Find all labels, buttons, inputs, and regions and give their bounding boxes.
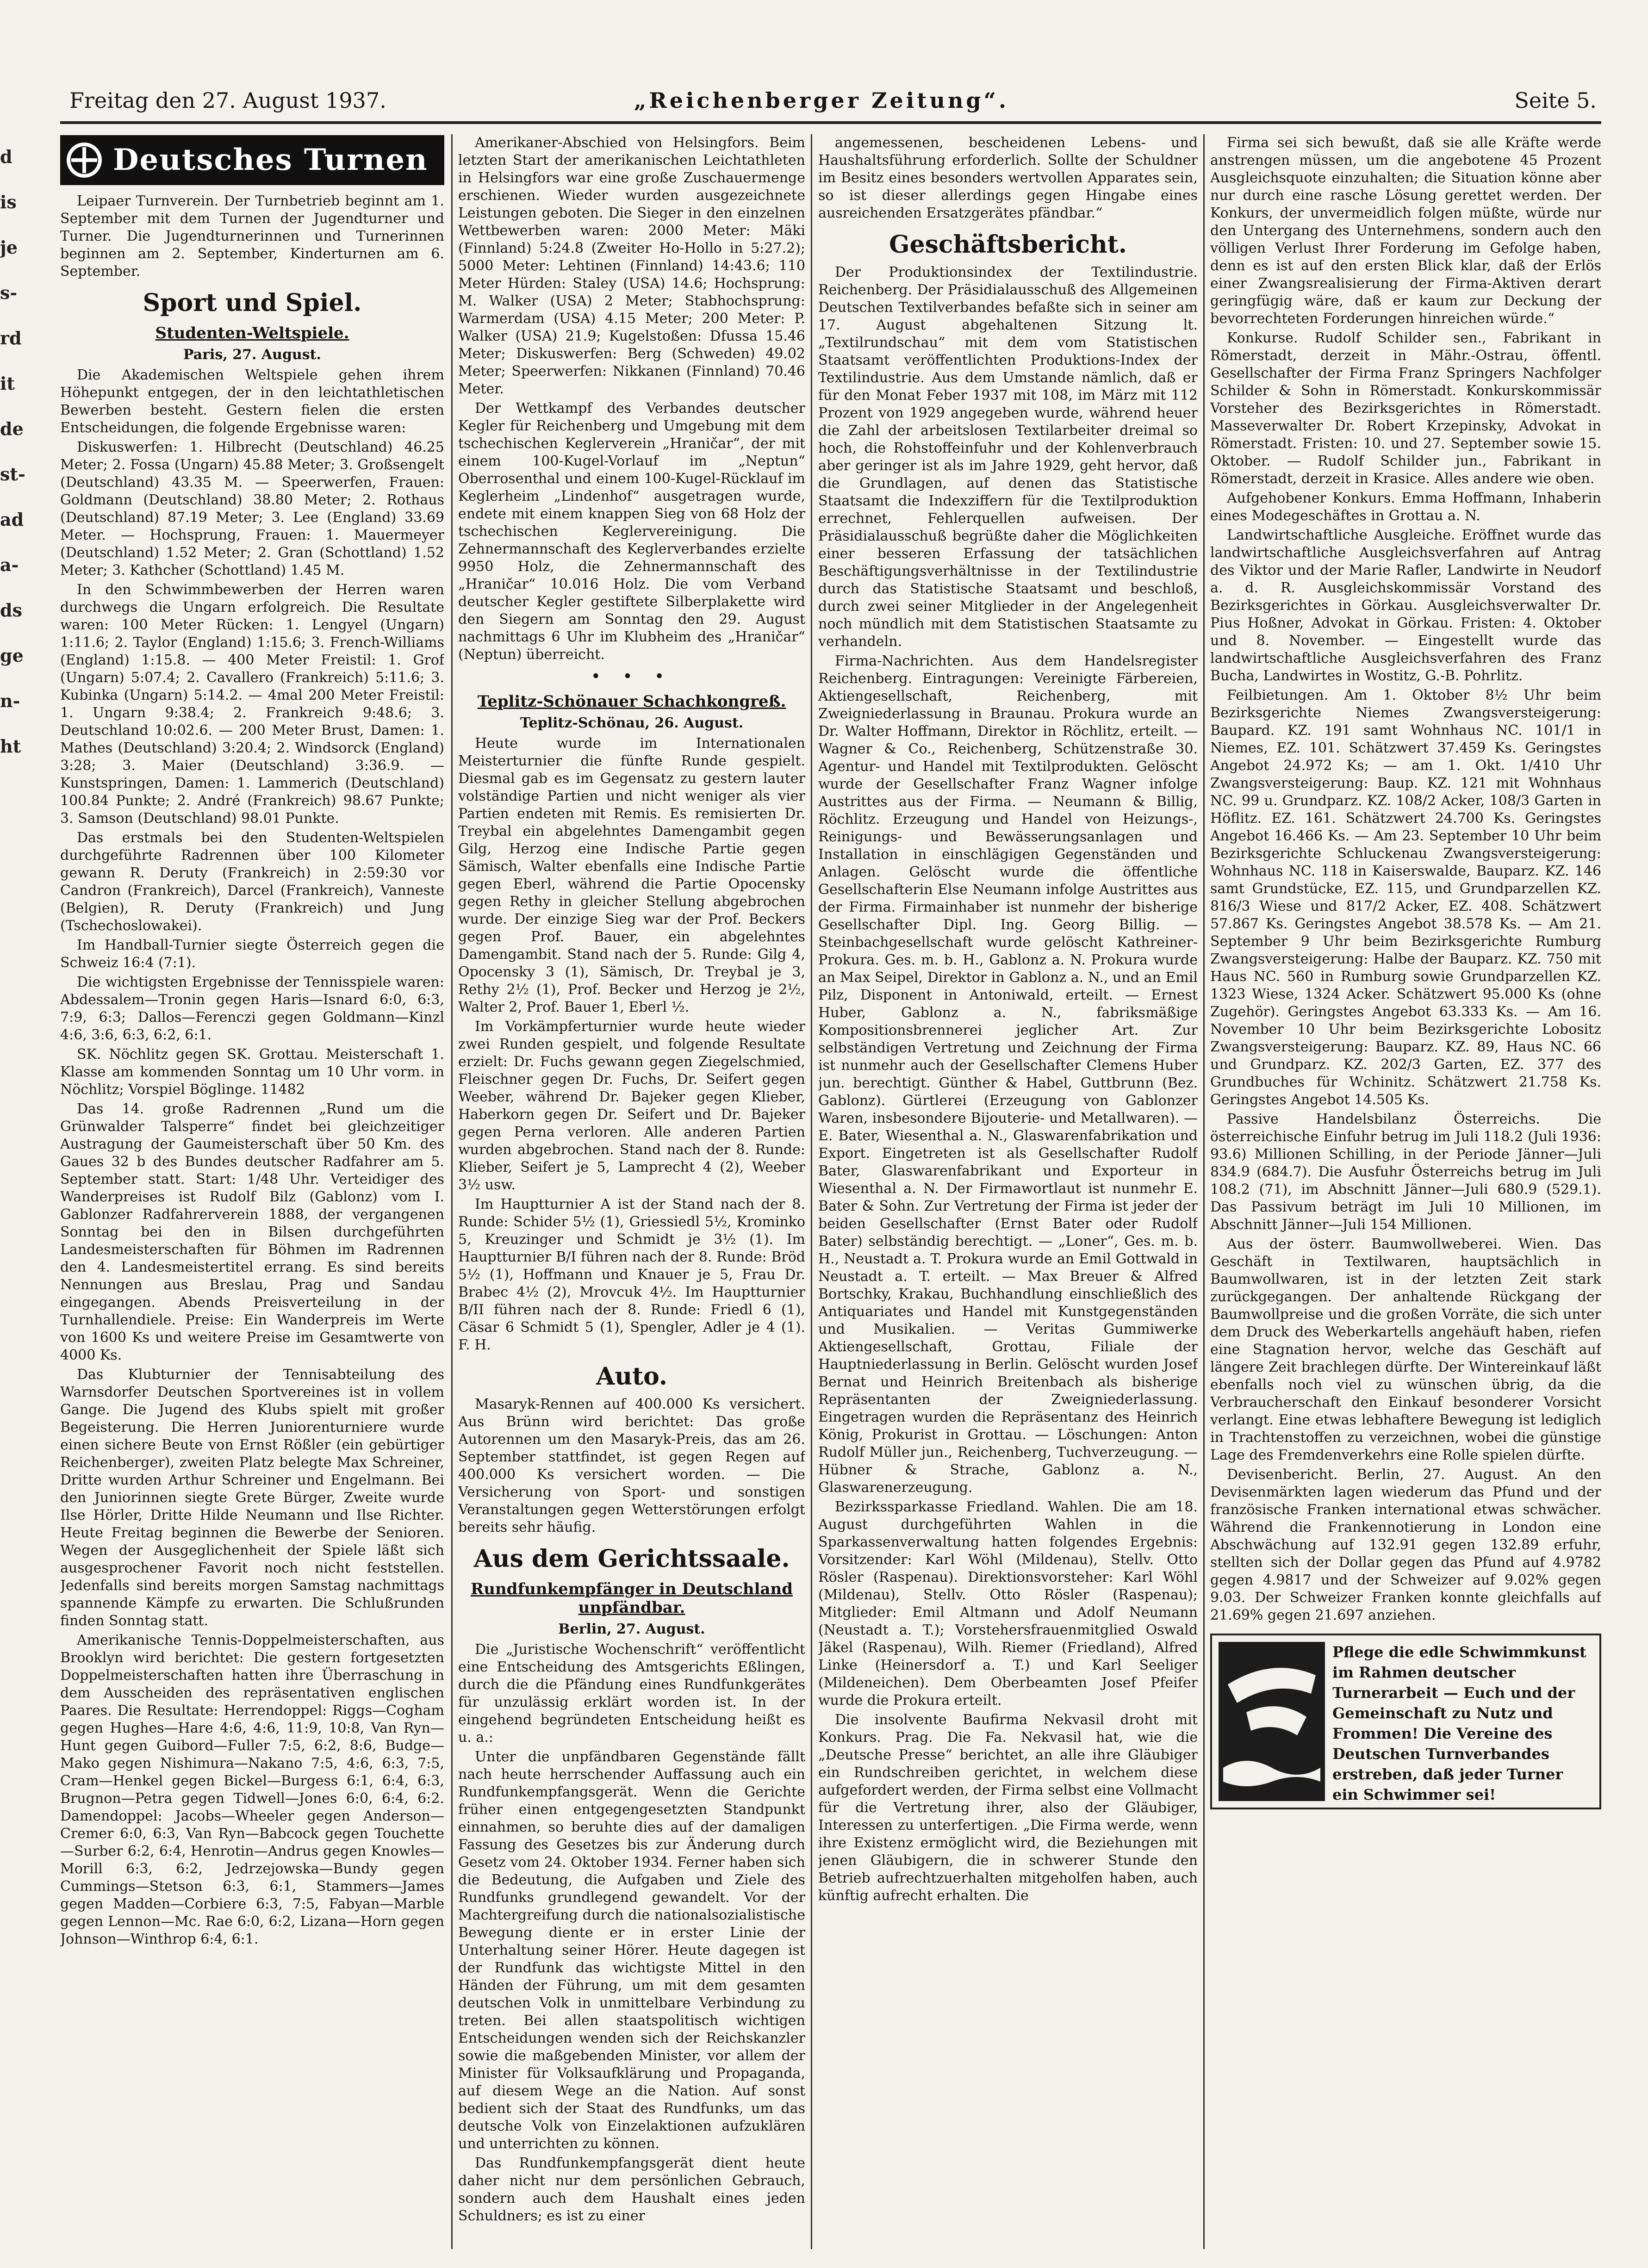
article-paragraph: Die wichtigsten Ergebnisse der Tennisspiele waren: Abdessalem—Tronin gegen Haris—Isnard 6:0, 6:3, 7:9, 6:3; Dallos—Ferenczi gegen Goldmann—Kinzl 4:6, 3:6, 6:3, 6:2, 6:1. — [60, 974, 444, 1043]
article-paragraph: Der Wettkampf des Verbandes deutscher Kegler für Reichenberg und Umgebung mit dem tschechischen Keglerverein „Hraničar“, der mit einem 100-Kugel-Vorlauf im „Neptun“ Oberrosenthal und einem 100-Kugel-Rücklauf im Keglerheim „Lindenhof“ ausgetragen wurde, endete mit einem knappen Sieg von 68 Holz der tschechischen Keglervereinigung. Die Zehnermannschaft des Keglerverbandes erzielte 9950 Holz, die Zehnermannschaft des „Hraničar“ 10.016 Holz. Die vom Verband deutscher Kegler gestiftete Silberplakette wird den Siegern am Sonntag den 29. August nachmittags 6 Uhr im Klubheim des „Hraničar“ (Neptun) überreicht. — [458, 400, 805, 663]
column-divider — [451, 134, 453, 2249]
page-number: Seite 5. — [1514, 88, 1597, 113]
article-paragraph: Im Vorkämpferturnier wurde heute wieder zwei Runden gespielt, und folgende Resultate erzielt: Dr. Fuchs gewann gegen Ziegelschmied, Fleischner gegen Dr. Fuchs, Dr. Seifert gegen Weeber, während Dr. Bajeker gegen Klieber, Haberkorn gegen Dr. Seifert und Dr. Bajeker gegen Perna verloren. Alle anderen Partien wurden abgebrochen. Stand nach der 8. Runde: Klieber, Seifert je 5, Lamprecht 4 (2), Weeber 3½ usw. — [458, 1019, 805, 1193]
turnen-banner — [60, 135, 444, 185]
article-paragraph: Die insolvente Baufirma Nekvasil droht mit Konkurs. Prag. Die Fa. Nekvasil hat, wie die „Deutsche Presse“ berichtet, an alle ihre Gläubiger ein Rundschreiben gerichtet, in welchem diese aufgefordert werden, der Firma selbst eine Vollmacht für die Vertretung ihrer, also der Gläubiger, Interessen zu unterfertigen. „Die Firma werde, wenn ihre Existenz ermöglicht wird, die Beziehungen mit jenen Gläubigern, die in schwerer Stunde den Betrieb aufrechtzuerhalten mitgeholfen haben, auch künftig aufrecht erhalten. Die — [818, 1712, 1198, 1904]
article-headline: Rundfunkempfänger in Deutschland unpfändbar. — [470, 1580, 793, 1617]
strip-frag: rd — [0, 328, 22, 348]
column-2 — [458, 134, 805, 2254]
strip-frag: ge — [0, 645, 24, 666]
page-header — [69, 88, 1597, 120]
article-paragraph: Das Klubturnier der Tennisabteilung des Warnsdorfer Deutschen Sportvereines ist in vollem Gange. Die Jugend des Klubs spielt mit großer Begeisterung. Die Herren Juniorenturniere wurde einen sichere Beute von Ernst Rößler (ein gebürtiger Reichenberger), zweiten Platz belegte Max Schreiner, Dritte wurden Arthur Schreiner und Engelmann. Bei den Juniorinnen siegte Grete Bürger, Zweite wurde Ilse Hörler, Dritte Hilde Neumann und Ilse Richter. Heute Freitag beginnen die Bewerbe der Senioren. Wegen der Ausgeglichenheit der Spiele läßt sich ausgesprochener Favorit noch nicht feststellen. Jedenfalls sind bereits morgen Samstag nachmittags spannende Kämpfe zu erwarten. Die Schlußrunden finden Sonntag statt. — [60, 1367, 444, 1629]
article-paragraph: Bezirkssparkasse Friedland. Wahlen. Die am 18. August durchgeführten Wahlen in die Sparkassenverwaltung hatten folgendes Ergebnis: Vorsitzender: Karl Wöhl (Mildenau), Stellv. Otto Rösler (Raspenau). Direktionsvorsteher: Karl Wöhl (Mildenau), Stellv. Otto Rösler (Raspenau); Mitglieder: Emil Altmann und Adolf Neumann (Neustadt a. T.); Vorstehersfrauenmitglied Oswald Jäkel (Raspenau), Wilh. Riemer (Friedland), Alfred Linke (Heinersdorf a. T.) und Karl Seeliger (Mildeneichen). Dem Oberbeamten Josef Pfeifer wurde die Prokura erteilt. — [818, 1499, 1198, 1709]
swimming-advertisement — [1210, 1634, 1601, 1809]
column-3 — [818, 134, 1198, 2254]
swimmer-illustration-icon — [1219, 1642, 1325, 1801]
left-edge-strip — [0, 134, 25, 2254]
strip-frag: it — [0, 373, 15, 394]
strip-frag: ht — [0, 736, 21, 757]
article-paragraph: Die Akademischen Weltspiele gehen ihrem Höhepunkt entgegen, der in den leichtathletischen Bewerben besteht. Gestern fielen die ersten Entscheidungen, die folgende Ergebnisse waren: — [60, 367, 444, 436]
strip-frag: a- — [0, 554, 19, 575]
strip-frag: st- — [0, 464, 25, 485]
article-headline: Studenten-Weltspiele. — [155, 324, 349, 342]
section-heading: Sport und Spiel. — [143, 289, 362, 317]
column-divider — [1203, 134, 1205, 2249]
article-paragraph: Die „Juristische Wochenschrift“ veröffentlicht eine Entscheidung des Amtsgerichts Eßlingen, durch die die Pfändung eines Rundfunkgerätes für unzulässig erklärt worden ist. In der eingehend begründeten Entscheidung heißt es u. a.: — [458, 1641, 805, 1746]
article-paragraph: Firma-Nachrichten. Aus dem Handelsregister Reichenberg. Eintragungen: Vereinigte Färbereien, Aktiengesellschaft, Reichenberg, mit Zweigniederlassung in Braunau. Prokura wurde an Dr. Walter Hoffmann, Direktor in Röchlitz, erteilt. — Wagner & Co., Reichenberg, Schützenstraße 30. Agentur- und Handel mit Textilprodukten. Gelöscht wurde der Gesellschafter Franz Wagner infolge Austrittes aus der Firma. — Neumann & Billig, Röchlitz. Erzeugung und Handel von Heizungs-, Reinigungs- und Bewässerungsanlagen und Installation in einschlägigen Gegenständen und Anlagen. Gelöscht wurde die öffentliche Gesellschafterin Else Neumann infolge Austrittes aus der Firma. Firmainhaber ist nunmehr der bisherige Gesellschafter Dipl. Ing. Georg Billig. — Steinbachgesellschaft wurde gelöscht Kathreiner-Prokura. Ges. m. b. H., Gablonz a. N. Prokura wurde an Max Seipel, Direktor in Gablonz a. N., und an Emil Pilz, Disponent in Antoniwald, erteilt. — Ernest Huber, Gablonz a. N., fabriksmäßige Kompositionsbrennerei jeglicher Art. Zur selbständigen Vertretung und Zeichnung der Firma ist nunmehr auch der Gesellschafter Clemens Huber jun. berechtigt. Günther & Habel, Guttbrunn (Bez. Gablonz). Gürtlerei (Erzeugung von Gablonzer Waren, insbesondere Bijouterie- und Metallwaren). — E. Bater, Wiesenthal a. N., Glaswarenfabrikation und Export. Eingetreten ist als Gesellschafter Rudolf Bater, Glaswarenfabrikant und Exporteur in Wiesenthal a. N. Der Firmawortlaut ist nunmehr E. Bater & Sohn. Zur Vertretung der Firma ist jeder der beiden Gesellschafter (Ernst Bater oder Rudolf Bater) selbständig berechtigt. — „Loner“, Ges. m. b. H., Neustadt a. T. Prokura wurde an Emil Gottwald in Neustadt a. T. erteilt. — Max Breuer & Alfred Bortschky, Krakau, Buchhandlung einschließlich des Antiquariates und Handel mit Kunstgegenständen und Musikalien. — Veritas Gummiwerke Aktiengesellschaft, Grottau, Filiale der Hauptniederlassung in Berlin. Gelöscht wurden Josef Bernat und Heinrich Breitenbach als bisherige Repräsentanten der Zweigniederlassung. Eingetragen wurden die Repräsentanz des Heinrich König, Prokurist in Grottau. — Löschungen: Anton Rudolf Müller jun., Reichenberg, Tuchverzeugung. — Hübner & Strache, Gablonz a. N., Glaswarenerzeugung. — [818, 653, 1198, 1496]
newspaper-title: „Reichenberger Zeitung“. — [634, 88, 1009, 113]
article-paragraph: Aus der österr. Baumwollweberei. Wien. Das Geschäft in Textilwaren, hauptsächlich in Baumwollwaren, ist in der letzten Zeit stark zurückgegangen. Der anhaltende Rückgang der Baumwollpreise und die großen Vorräte, die sich unter dem Druck des Weberkartells angehäuft haben, riefen eine Stagnation hervor, welche das Geschäft auf längere Zeit brachlegen dürfte. Der Wintereinkauf läßt ebenfalls noch viel zu wünschen übrig, da die Verbraucherschaft den Einkauf besonderer Vorsicht verlangt. Eine etwas lebhaftere Bewegung ist lediglich in Trachtenstoffen zu verzeichnen, wobei die günstige Lage des Fremdenverkehrs eine Rolle spielen dürfte. — [1210, 1236, 1601, 1463]
article-paragraph: Im Hauptturnier A ist der Stand nach der 8. Runde: Schider 5½ (1), Griessiedl 5½, Krominko 5, Kreuzinger und Schmidt je 3½ (1). Im Hauptturnier B/I führen nach der 8. Runde: Bröd 5½ (1), Hoffmann und Knauer je 5, Frau Dr. Brabec 4½ (2), Mrovcuk 4½. Im Hauptturnier B/II führen nach der 8. Runde: Friedl 6 (1), Cäsar 6 Schmidt 5 (1), Spengler, Adler je 4 (1). F. H. — [458, 1196, 805, 1353]
article-paragraph: Das 14. große Radrennen „Rund um die Grünwalder Talsperre“ findet bei gleichzeitiger Austragung der Gaumeisterschaft über 50 Km. des Gaues 32 b des Bundes deutscher Radfahrer am 5. September statt. Start: 1/48 Uhr. Verteidiger des Wanderpreises ist Rudolf Bilz (Gablonz) vom I. Gablonzer Radfahrerverein 1888, der vergangenen Sonntag bei den in Bilsen durchgeführten Landesmeisterschaften für Böhmen im Radrennen den 4. Landesmeistertitel errang. Es sind bereits Nennungen aus Breslau, Prag und Sandau eingegangen. Abends Preisverteilung in der Turnhallendiele. Preise: Ein Wanderpreis im Werte von 1600 Ks und weitere Preise im Gesamtwerte von 4000 Ks. — [60, 1101, 444, 1363]
article-paragraph: Unter die unpfändbaren Gegenstände fällt nach heute herrschender Auffassung auch ein Rundfunkempfangsgerät. Wenn die Gerichte früher einen entgegengesetzten Standpunkt einnahmen, so beruhte dies auf der damaligen Fassung des Gesetzes bis zur Änderung durch Gesetz vom 24. Oktober 1934. Ferner haben sich die Bedeutung, die Aufgaben und Ziele des Rundfunks grundlegend gewandelt. Vor der Machtergreifung durch die nationalsozialistische Bewegung diente er in erster Linie der Unterhaltung seiner Hörer. Heute dagegen ist der Rundfunk das wichtigste Mittel in den Händen der Führung, um mit dem gesamten deutschen Volk in unmittelbare Verbindung zu treten. Bei allen staatspolitisch wichtigen Entscheidungen wenden sich der Reichskanzler sowie die maßgebenden Minister, vor allem der Minister für Volksaufklärung und Propaganda, auf diesem Wege an die Nation. Auf sonst bedient sich der Staat des Rundfunks, um das deutsche Volk von Einzelaktionen aufzuklären und unterrichten zu können. — [458, 1749, 805, 2152]
column-1 — [60, 134, 444, 2254]
strip-frag: ds — [0, 600, 22, 621]
dateline: Paris, 27. August. — [183, 347, 321, 363]
article-paragraph: Landwirtschaftliche Ausgleiche. Eröffnet wurde das landwirtschaftliche Ausgleichsverfahren auf Antrag des Viktor und der Marie Rafler, Landwirte in Neudorf a. d. R. Ausgleichskommissär Vorstand des Bezirksgerichtes in Görkau. Ausgleichsverwalter Dr. Pius Hoßner, Advokat in Görkau. Fristen: 4. Oktober und 8. November. — Eingestellt wurde das landwirtschaftliche Ausgleichsverfahren des Franz Bucha, Landwirtes in Wostitz, G.-B. Pohrlitz. — [1210, 527, 1601, 684]
separator-stars: • • • — [591, 667, 673, 686]
article-paragraph: Passive Handelsbilanz Österreichs. Die österreichische Einfuhr betrug im Juli 118.2 (Juli 1936: 93.6) Millionen Schilling, in der Periode Jänner—Juli 834.9 (684.7). Die Ausfuhr Österreichs betrug im Juli 108.2 (71), im Abschnitt Jänner—Juli 680.9 (529.1). Das Passivum beträgt im Juli 10 Millionen, im Abschnitt Jänner—Juli 154 Millionen. — [1210, 1111, 1601, 1233]
strip-frag: ad — [0, 509, 24, 530]
article-paragraph: Heute wurde im Internationalen Meisterturnier die fünfte Runde gespielt. Diesmal gab es im Gegensatz zu gestern lauter volständige Partien und nicht weniger als vier Partien endeten mit Remis. Es remisierten Dr. Treybal ein abgelehntes Damengambit gegen Gilg, Herzog eine Indische Partie gegen Sämisch, Walter ebenfalls eine Indische Partie gegen Eberl, während die Partie Opocensky gegen Rethy in gleicher Stellung abgebrochen wurde. Der einzige Sieg war der Prof. Beckers gegen Prof. Bauer, ein abgelehntes Damengambit. Stand nach der 5. Runde: Gilg 4, Opocensky 3 (1), Sämisch, Dr. Treybal je 3, Rethy 2½ (1), Prof. Becker und Herzog je 2½, Walter 2, Prof. Bauer 1, Eberl ½. — [458, 735, 805, 1015]
strip-frag: s- — [0, 282, 18, 303]
article-paragraph: Der Produktionsindex der Textilindustrie. Reichenberg. Der Präsidialausschuß des Allgemeinen Deutschen Textilverbandes befaßte sich in seiner am 17. August abgehaltenen Sitzung lt. „Textilrundschau“ mit dem vom Statistischen Staatsamt veröffentlichten Produktions-Index der Textilindustrie. Aus dem Umstande nämlich, daß er für den Monat Feber 1937 mit 108, im März mit 112 Prozent von 1929 angegeben wurde, während heuer die Zahl der arbeitslosen Textilarbeiter dreimal so hoch, die Rohstoffeinfuhr und der Kohlenverbrauch aber geringer ist als im Jahre 1929, geht hervor, daß die Grundlagen, auf denen das Statistische Staatsamt die Indexziffern für die Textilproduktion errechnet, Fehlerquellen aufweisen. Der Präsidialausschuß begrüßte daher die Möglichkeiten einer besseren Erfassung der tatsächlichen Beschäftigungsverhältnisse in der Textilindustrie durch das Statistische Staatsamt und beschloß, durch zwei seiner Mitglieder in der Angelegenheit noch mündlich mit dem Statistischen Staatsamte zu verhandeln. — [818, 264, 1198, 650]
article-paragraph: Masaryk-Rennen auf 400.000 Ks versichert. Aus Brünn wird berichtet: Das große Autorennen um den Masaryk-Preis, das am 26. September stattfindet, ist gegen Regen auf 400.000 Ks versichert worden. — Die Versicherung von Sport- und sonstigen Veranstaltungen gegen Wetterstörungen erfolgt bereits sehr häufig. — [458, 1396, 805, 1535]
issue-date: Freitag den 27. August 1937. — [69, 88, 386, 113]
banner-title: Deutsches Turnen — [113, 143, 428, 177]
article-paragraph: Aufgehobener Konkurs. Emma Hoffmann, Inhaberin eines Modegeschäftes in Grottau a. N. — [1210, 490, 1601, 524]
column-divider — [811, 134, 812, 2249]
article-paragraph: Konkurse. Rudolf Schilder sen., Fabrikant in Römerstadt, derzeit in Mähr.-Ostrau, öffentl. Gesellschafter der Firma Franz Springers Nachfolger Schilder & Sohn in Römerstadt. Konkurskommissär Vorsteher des Bezirksgerichtes in Römerstadt. Masseverwalter Dr. Robert Krzepinsky, Advokat in Römerstadt. Fristen: 10. und 27. September sowie 15. Oktober. — Rudolf Schilder jun., Fabrikant in Römerstadt, derzeit in Krasice. Alles andere wie oben. — [1210, 330, 1601, 487]
article-paragraph: Das Rundfunkempfangsgerät dient heute daher nicht nur dem persönlichen Gebrauch, sondern auch dem Haushalt eines jeden Schuldners; es ist zu einer — [458, 2155, 805, 2224]
article-paragraph: Das erstmals bei den Studenten-Weltspielen durchgeführte Radrennen über 100 Kilometer gewann R. Deruty (Frankreich) in 2:59:30 vor Candron (Frankreich), Darcel (Frankreich), Vanneste (Belgien), R. Deruty (Frankreich) und Jung (Tschechoslowakei). — [60, 830, 444, 934]
strip-frag: de — [0, 418, 24, 439]
article-paragraph: Diskuswerfen: 1. Hilbrecht (Deutschland) 46.25 Meter; 2. Fossa (Ungarn) 45.88 Meter; 3. Großsengelt (Deutschland) 43.35 M. — Speerwerfen, Frauen: Goldmann (Deutschland) 38.80 Meter; 2. Rothaus (Deutschland) 87.19 Meter; 3. Lee (England) 33.69 Meter. — Hochsprung, Frauen: 1. Mauermeyer (Deutschland) 1.52 Meter; 2. Gran (Schottland) 1.52 Meter; 3. Kathcher (Schottland) 1.45 M. — [60, 439, 444, 578]
article-paragraph: Devisenbericht. Berlin, 27. August. An den Devisenmärkten lagen wiederum das Pfund und der französische Franken international etwas schwächer. Während die Frankennotierung in London eine Abschwächung auf 132.91 gegen 132.89 erfuhr, stellten sich der Dollar gegen das Pfund auf 4.9782 gegen 4.9817 und der Schweizer auf 9.02% gegen 9.03. Der Schweizer Franken konnte gleichfalls auf 21.69% gegen 21.697 anziehen. — [1210, 1466, 1601, 1623]
strip-frag: is — [0, 192, 17, 212]
article-paragraph: Firma sei sich bewußt, daß sie alle Kräfte werde anstrengen müssen, um die angebotene 45 Prozent Ausgleichsquote einzuhalten; die Situation könne aber nur durch eine rasche Lösung gerettet werden. Der Konkurs, der unvermeidlich folgen müßte, würde nur den Untergang des Unternehmens, sondern auch den völligen Verlust Ihrer Forderung im Gefolge haben, denn es ist auf den ersten Blick klar, daß der Erlös einer Zwangsrealisierung der Firma-Aktiven derart geringfügig wäre, daß er kaum zur Deckung der bevorrechteten Forderungen hinreichen würde.“ — [1210, 135, 1601, 327]
dateline: Berlin, 27. August. — [558, 1621, 705, 1637]
dateline: Teplitz-Schönau, 26. August. — [520, 715, 744, 731]
article-paragraph: Amerikaner-Abschied von Helsingfors. Beim letzten Start der amerikanischen Leichtathleten in Helsingfors war eine große Zuschauermenge erschienen. Wieder wurden ausgezeichnete Leistungen geboten. Die Sieger in den einzelnen Wettbewerben waren: 2000 Meter: Mäki (Finnland) 5:24.8 (Zweiter Ho-Hollo in 5:27.2); 5000 Meter: Lehtinen (Finnland) 14:43.6; 110 Meter Hürden: Staley (USA) 14.6; Hochsprung: M. Walker (USA) 2 Meter; Stabhochsprung: Warmerdam (USA) 4.15 Meter; 200 Meter: P. Walker (USA) 21.9; Kugelstoßen: Dfussa 15.46 Meter; Diskuswerfen: Berg (Schweden) 49.02 Meter; Speerwerfen: Nikkanen (Finnland) 70.46 Meter. — [458, 135, 805, 397]
article-paragraph: Leipaer Turnverein. Der Turnbetrieb beginnt am 1. September mit dem Turnen der Jugendturner und Turner. Die Jugendturnerinnen und Turnerinnen beginnen am 2. September, Kinderturnen am 6. September. — [60, 193, 444, 280]
article-paragraph: SK. Nöchlitz gegen SK. Grottau. Meisterschaft 1. Klasse am kommenden Sonntag um 10 Uhr vorm. in Nöchlitz; Vorspiel Böglinge. 11482 — [60, 1046, 444, 1098]
article-paragraph: Feilbietungen. Am 1. Oktober 8½ Uhr beim Bezirksgerichte Niemes Zwangsversteigerung: Baupard. KZ. 191 samt Wohnhaus NC. 101/1 in Niemes, EZ. 101. Schätzwert 37.459 Ks. Geringstes Angebot 24.972 Ks; — am 1. Okt. 1/410 Uhr Zwangsversteigerung: Baup. KZ. 121 mit Wohnhaus NC. 99 u. Grundparz. KZ. 108/2 Acker, 108/3 Garten in Höflitz. EZ. 161. Schätzwert 24.700 Ks. Geringstes Angebot 16.466 Ks. — Am 23. September 10 Uhr beim Bezirksgerichte Schluckenau Zwangsversteigerung: Wohnhaus NC. 118 in Kaiserswalde, Bauparz. KZ. 146 samt Grundstücke, EZ. 115, und Grundparzellen KZ. 816/3 Wiese und 817/2 Acker, EZ. 408. Schätzwert 57.867 Ks. Geringstes Angebot 38.578 Ks. — Am 21. September 9 Uhr beim Bezirksgerichte Rumburg Zwangsversteigerung: Halbe der Bauparz. KZ. 750 mit Haus NC. 560 in Rumburg sowie Grundparzellen KZ. 1323 Wiese, 1324 Acker. Schätzwert 95.000 Ks (ohne Zugehör). Geringstes Angebot 63.333 Ks. — Am 16. November 10 Uhr beim Bezirksgerichte Lobositz Zwangsversteigerung: Bauparz. KZ. 89, Haus NC. 66 und Grundparz. KZ. 202/3 Garten, EZ. 377 des Grundbuches für Wchinitz. Schätzwert 21.758 Ks. Geringstes Angebot 14.505 Ks. — [1210, 687, 1601, 1108]
section-heading: Geschäftsbericht. — [889, 230, 1127, 259]
article-paragraph: Amerikanische Tennis-Doppelmeisterschaften, aus Brooklyn wird berichtet: Die gestern fortgesetzten Doppelmeisterschaften hatten ihre Überraschung in dem Ausscheiden des repräsentativen englischen Paares. Die Resultate: Herrendoppel: Riggs—Cogham gegen Hughes—Hare 4:6, 4:6, 11:9, 10:8, Van Ryn—Hunt gegen Guibord—Fuller 7:5, 6:2, 8:6, Budge—Mako gegen Nishimura—Nakano 7:5, 4:6, 6:3, 7:5, Cram—Henkel gegen Bickel—Burgess 6:1, 6:4, 6:3, Brugnon—Petra gegen Tidwell—Jones 6:0, 6:4, 6:2. Damendoppel: Jacobs—Wheeler gegen Anderson—Cremer 6:0, 6:3, Van Ryn—Babcock gegen Touchette—Surber 6:2, 6:4, Henrotin—Andrus gegen Knowles—Morill 6:3, 6:2, Jedrzejowska—Bundy gegen Cummings—Stetson 6:3, 6:1, Stammers—James gegen Madden—Corbiere 6:3, 7:5, Fabyan—Marble gegen Lennon—Mc. Rae 6:0, 6:2, Lizana—Horn gegen Johnson—Winthrop 6:4, 6:1. — [60, 1632, 444, 1947]
strip-frag: n- — [0, 690, 20, 711]
header-rule — [60, 121, 1601, 124]
column-4 — [1210, 134, 1601, 2254]
section-heading: Aus dem Gerichtssaale. — [473, 1545, 790, 1573]
strip-frag: je — [0, 237, 18, 258]
turner-cross-icon — [65, 141, 104, 180]
article-paragraph: In den Schwimmbewerben der Herren waren durchwegs die Ungarn erfolgreich. Die Resultate waren: 100 Meter Rücken: 1. Lengyel (Ungarn) 1:11.6; 2. Taylor (England) 1:15.6; 3. French-Williams (England) 1:15.8. — 400 Meter Freistil: 1. Grof (Ungarn) 5:07.4; 2. Cavallero (Frankreich) 5:11.6; 3. Kubinka (Ungarn) 5:14.2. — 4mal 200 Meter Freistil: 1. Ungarn 9:38.4; 2. Frankreich 9:48.6; 3. Deutschland 10:02.6. — 200 Meter Brust, Damen: 1. Mathes (Deutschland) 3:20.4; 2. Windsorck (England) 3:28; 3. Maier (Deutschland) 3:36.9. — Kunstspringen, Damen: 1. Lammerich (Deutschland) 100.84 Punkte; 2. André (Frankreich) 98.67 Punkte; 3. Samson (Deutschland) 98.01 Punkte. — [60, 582, 444, 826]
article-headline: Teplitz-Schönauer Schachkongreß. — [477, 692, 786, 711]
article-paragraph: angemessenen, bescheidenen Lebens- und Haushaltsführung erforderlich. Sollte der Schuldner im Besitz eines besonders wertvollen Apparates sein, so ist dieser allerdings gegen Hingabe eines ausreichenden Ersatzgerätes pfändbar.“ — [818, 135, 1198, 221]
section-heading: Auto. — [596, 1362, 668, 1391]
strip-frag: d — [0, 146, 12, 167]
ad-text: Pflege die edle Schwimmkunst im Rahmen deutscher Turnerarbeit — Euch und der Gemeinschaft zu Nutz und Frommen! Die Vereine des Deutschen Turnverbandes erstreben, daß jeder Turner ein Schwimmer sei! — [1332, 1643, 1586, 1803]
article-paragraph: Im Handball-Turnier siegte Österreich gegen die Schweiz 16:4 (7:1). — [60, 937, 444, 971]
